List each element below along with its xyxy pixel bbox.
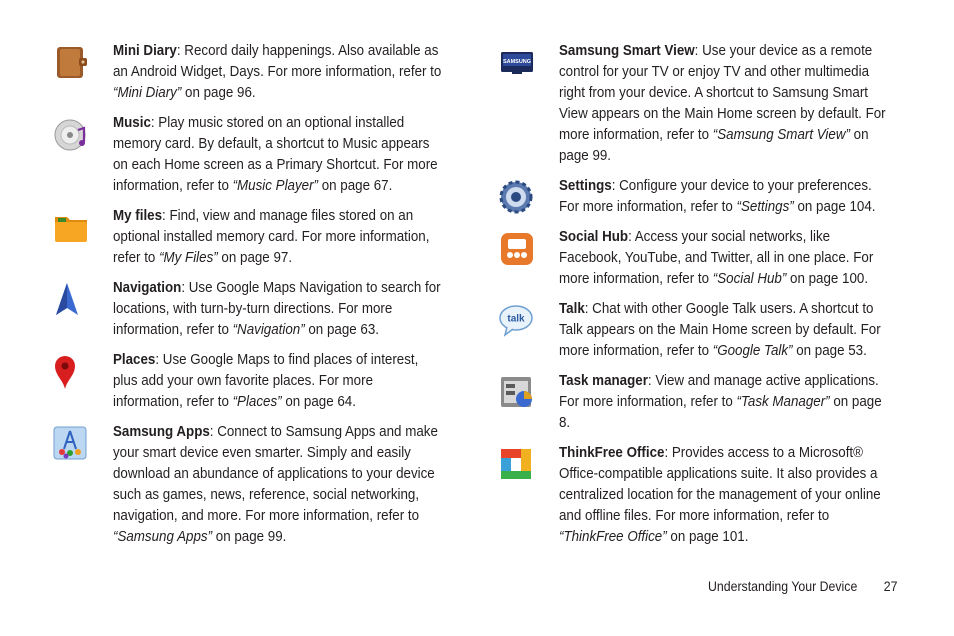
entry-description: : Use your device as a remote control for your TV or enjoy TV and other multimedia right from your device. A shortcut to Samsung Smart View appears on the Main Home screen by default. For more information, refer to [559, 42, 886, 143]
entry-name: Settings [559, 177, 612, 194]
entry-task-manager [498, 370, 898, 433]
page-number: 27 [883, 578, 898, 594]
page-reference: on page 104. [793, 198, 876, 215]
my-files-icon [52, 209, 90, 247]
navigation-icon [52, 281, 90, 319]
places-icon [52, 353, 90, 391]
page-reference: on page 100. [786, 270, 869, 287]
entry-description: : Connect to Samsung Apps and make your smart device even smarter. Simply and easily download an abundance of applications to your device such as games, news, reference, social networking, navigation, and more. For more information, refer to [113, 423, 438, 524]
entry-description: : Provides access to a Microsoft® Office-compatible applications suite. It also provides a centralized location for the management of your online and offline files. For more information, refer to [559, 444, 881, 524]
cross-reference: “ThinkFree Office” [559, 528, 667, 545]
thinkfree-office-icon [498, 446, 536, 484]
entry-places [52, 349, 452, 412]
cross-reference: “Samsung Apps” [113, 528, 213, 545]
talk-icon [498, 302, 536, 340]
cross-reference: “Settings” [736, 198, 794, 215]
entry-description: : Configure your device to your preferences. For more information, refer to [559, 177, 872, 215]
mini-diary-icon [52, 44, 90, 82]
entry-name: Task manager [559, 372, 648, 389]
entry-name: Navigation [113, 279, 182, 296]
entry-samsung-smart-view [498, 40, 898, 166]
right-column [498, 40, 898, 547]
entry-thinkfree-office [498, 442, 898, 547]
entry-name: My files [113, 207, 163, 224]
entry-name: Samsung Smart View [559, 42, 695, 59]
smart-view-icon-label: SAMSUNG [502, 59, 532, 65]
entry-name: Samsung Apps [113, 423, 210, 440]
entry-name: Social Hub [559, 228, 629, 245]
cross-reference: “My Files” [159, 249, 218, 266]
page-reference: on page 63. [304, 321, 379, 338]
task-manager-icon [498, 374, 536, 412]
entry-description: : Chat with other Google Talk users. A shortcut to Talk appears on the Main Home screen by default. For more information, refer to [559, 300, 881, 359]
entry-samsung-apps [52, 421, 452, 547]
entry-settings [498, 175, 898, 217]
entry-description: : Use Google Maps Navigation to search for locations, with turn-by-turn directions. For more information, refer to [113, 279, 441, 338]
left-column [52, 40, 452, 547]
page-reference: on page 64. [281, 393, 356, 410]
cross-reference: “Task Manager” [736, 393, 830, 410]
entry-name: Places [113, 351, 156, 368]
entry-description: : Record daily happenings. Also available as an Android Widget, Days. For more information, refer to [113, 42, 442, 80]
samsung-smart-view-icon [498, 44, 536, 82]
page-reference: on page 97. [217, 249, 293, 266]
social-hub-icon [498, 230, 536, 268]
cross-reference: “Navigation” [232, 321, 305, 338]
entry-description: : Access your social networks, like Facebook, YouTube, and Twitter, all in one place. For more information, refer to [559, 228, 874, 287]
music-icon [52, 116, 90, 154]
talk-icon-label: talk [507, 313, 525, 325]
entry-description: : Find, view and manage files stored on an optional installed memory card. For more information, refer to [113, 207, 430, 266]
footer-section-title: Understanding Your Device [708, 578, 858, 594]
entry-name: Music [113, 114, 151, 131]
entry-my-files [52, 205, 452, 268]
entry-name: Talk [559, 300, 585, 317]
samsung-apps-icon [52, 425, 90, 463]
entry-name: Mini Diary [113, 42, 177, 59]
page-reference: on page 99. [559, 126, 869, 164]
entry-mini-diary [52, 40, 452, 103]
entry-social-hub [498, 226, 898, 289]
entry-name: ThinkFree Office [559, 444, 665, 461]
cross-reference: “Samsung Smart View” [712, 126, 850, 143]
settings-icon [498, 179, 536, 217]
cross-reference: “Music Player” [232, 177, 318, 194]
page-reference: on page 101. [666, 528, 749, 545]
entry-music [52, 112, 452, 196]
cross-reference: “Mini Diary” [113, 84, 182, 101]
entry-description: : View and manage active applications. For more information, refer to [559, 372, 879, 410]
entry-description: : Use Google Maps to find places of interest, plus add your own favorite places. For more information, refer to [113, 351, 419, 410]
page-footer [708, 578, 897, 594]
cross-reference: “Social Hub” [712, 270, 787, 287]
entry-description: : Play music stored on an optional installed memory card. By default, a shortcut to Music appears on each Home screen as a Primary Shortcut. For more information, refer to [113, 114, 438, 194]
page-reference: on page 67. [317, 177, 393, 194]
page-reference: on page 99. [212, 528, 287, 545]
cross-reference: “Google Talk” [712, 342, 793, 359]
cross-reference: “Places” [232, 393, 282, 410]
page-reference: on page 96. [181, 84, 256, 101]
page-reference: on page 8. [559, 393, 882, 431]
page-reference: on page 53. [792, 342, 867, 359]
entry-navigation [52, 277, 452, 340]
entry-talk [498, 298, 898, 361]
